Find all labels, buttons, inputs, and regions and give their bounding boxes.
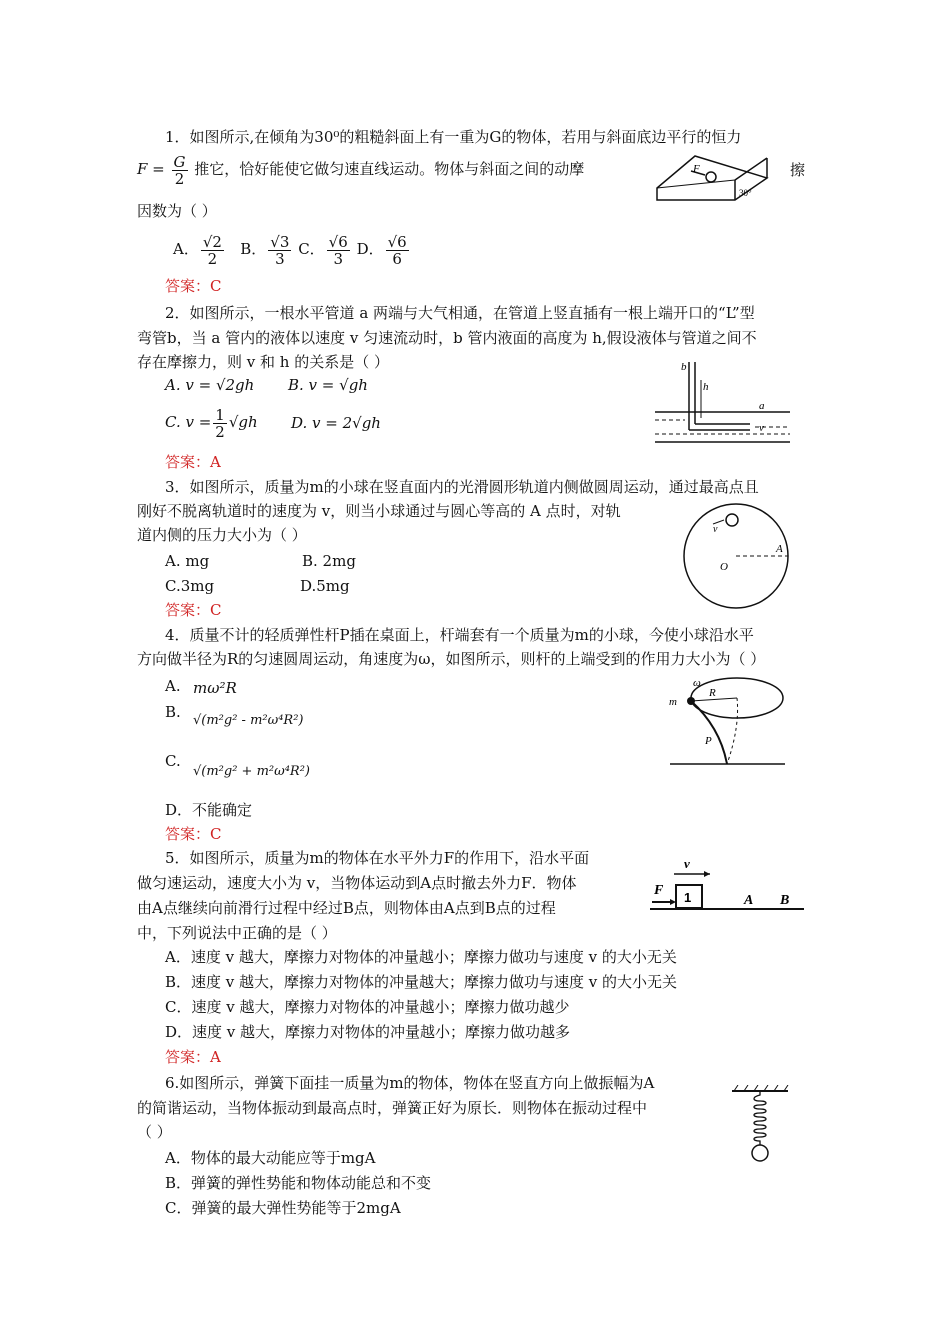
q2-option-c-den: 2 xyxy=(215,422,225,441)
q2-option-d: D. v = 2√gh xyxy=(291,414,381,432)
q1-option-d-num: √6 xyxy=(387,232,407,251)
q6-line1: 6.如图所示，弹簧下面挂一质量为m的物体，物体在竖直方向上做振幅为A xyxy=(165,1074,655,1092)
q1-line2-tail: 擦 xyxy=(790,161,806,179)
q2-label-h: h xyxy=(703,381,709,393)
q1-object xyxy=(706,172,716,182)
q2-option-a: A. v = √2gh xyxy=(165,376,255,394)
q1-option-d-value xyxy=(386,234,409,267)
q5-line1: 5．如图所示，质量为m的物体在水平外力F的作用下，沿水平面 xyxy=(165,849,590,867)
q2-line2: 弯管b，当 a 管内的液体以速度 v 匀速流动时，b 管内液面的高度为 h,假设液体与管道之间不 xyxy=(137,329,757,347)
q1-incline-ridge xyxy=(657,180,735,188)
q1-option-a-den: 2 xyxy=(207,249,218,268)
q1-option-d-label: D． xyxy=(356,240,384,258)
q1-formula-lhs: F = xyxy=(137,160,165,178)
q2-label-a: a xyxy=(759,400,765,412)
q4-rod-figure xyxy=(665,672,790,772)
q1-option-b-num: √3 xyxy=(270,232,290,251)
q2-option-c-fraction xyxy=(213,407,227,440)
q5-option-c: C．速度 v 越大，摩擦力对物体的冲量越小；摩擦力做功越少 xyxy=(165,998,570,1016)
q1-options xyxy=(173,229,411,269)
q1-incline-figure xyxy=(655,150,770,205)
q3-line3: 道内侧的压力大小为（ ） xyxy=(137,526,307,544)
q5-label-v: v xyxy=(684,856,690,871)
q6-line2: 的简谐运动，当物体振动到最高点时，弹簧正好为原长．则物体在振动过程中 xyxy=(137,1099,648,1117)
q1-option-c-value xyxy=(327,234,350,267)
q3-ball xyxy=(726,514,738,526)
q5-answer: 答案：A xyxy=(165,1048,221,1066)
q4-rod xyxy=(691,701,727,764)
q3-option-a: A. mg xyxy=(165,552,210,570)
q4-option-b-label: B. xyxy=(165,703,181,721)
q2-pipe-figure xyxy=(655,358,795,448)
q3-answer: 答案：C xyxy=(165,601,222,619)
q1-option-a-label: A． xyxy=(173,240,199,258)
q3-option-c: C.3mg xyxy=(165,577,215,595)
q2-label-b: b xyxy=(681,361,687,373)
q1-option-b-den: 3 xyxy=(275,249,285,268)
q5-option-b: B．速度 v 越大，摩擦力对物体的冲量越大；摩擦力做功与速度 v 的大小无关 xyxy=(165,973,678,991)
q3-label-a: A xyxy=(776,543,783,555)
q5-velocity-arrowhead xyxy=(704,871,710,877)
q5-block-label: 1 xyxy=(684,890,692,905)
q1-formula-num: G xyxy=(173,152,186,171)
q4-label-m: m xyxy=(669,696,677,708)
q4-option-c-label: C. xyxy=(165,752,181,770)
q1-option-c-label: C． xyxy=(298,240,325,258)
q5-line4: 中，下列说法中正确的是（ ） xyxy=(137,924,337,942)
q1-line2-text: 推它，恰好能使它做匀速直线运动。物体与斜面之间的动摩 xyxy=(194,160,585,178)
q1-option-c-den: 3 xyxy=(333,249,343,268)
q2-option-c-num: 1 xyxy=(215,405,225,424)
q6-spring xyxy=(754,1091,766,1145)
q1-answer: 答案：C xyxy=(165,277,222,295)
q3-circle-figure xyxy=(680,500,795,610)
q1-formula-den: 2 xyxy=(174,169,185,188)
q1-option-d-den: 6 xyxy=(392,249,402,268)
q4-label-r: R xyxy=(709,687,716,699)
q6-option-c: C．弹簧的最大弹性势能等于2mgA xyxy=(165,1199,401,1217)
q3-line1: 3．如图所示，质量为m的小球在竖直面内的光滑圆形轨道内侧做圆周运动，通过最高点且 xyxy=(165,478,759,496)
q2-label-v: v xyxy=(759,422,764,434)
q6-spring-figure xyxy=(730,1085,792,1165)
q1-line3: 因数为（ ） xyxy=(137,202,217,220)
q1-formula-fraction xyxy=(172,154,188,187)
q5-label-f: F xyxy=(654,883,664,898)
q6-option-b: B．弹簧的弹性势能和物体动能总和不变 xyxy=(165,1174,432,1192)
q3-label-v: v xyxy=(713,524,718,535)
q5-label-b: B xyxy=(780,893,790,908)
q1-option-b-value xyxy=(268,234,291,267)
q1-option-a-value xyxy=(201,234,224,267)
q1-option-b-label: B． xyxy=(240,240,267,258)
q1-option-c-num: √6 xyxy=(328,232,348,251)
q6-line3: （ ） xyxy=(137,1123,172,1141)
q2-line3: 存在摩擦力，则 v 和 h 的关系是（ ） xyxy=(137,353,389,371)
q2-option-b: B. v = √gh xyxy=(288,376,368,394)
q3-option-d: D.5mg xyxy=(300,577,350,595)
q1-line2 xyxy=(137,152,584,187)
q5-line3: 由A点继续向前滑行过程中经过B点，则物体由A点到B点的过程 xyxy=(137,899,556,917)
q2-line1: 2．如图所示，一根水平管道 a 两端与大气相通，在管道上竖直插有一根上端开口的“L”型 xyxy=(165,304,755,322)
q5-line2: 做匀速运动，速度大小为 v，当物体运动到A点时撤去外力F．物体 xyxy=(137,874,577,892)
q4-label-omega: ω xyxy=(693,677,701,689)
q4-option-a: mω²R xyxy=(193,679,237,697)
q1-line1: 1．如图所示,在倾角为30⁰的粗糙斜面上有一重为G的物体，若用与斜面底边平行的恒力 xyxy=(165,128,742,146)
q1-option-a-num: √2 xyxy=(202,232,222,251)
q5-option-a: A．速度 v 越大，摩擦力对物体的冲量越小；摩擦力做功与速度 v 的大小无关 xyxy=(165,948,677,966)
q4-rod-dashed xyxy=(727,698,738,764)
q4-line2: 方向做半径为R的匀速圆周运动，角速度为ω，如图所示，则杆的上端受到的作用力大小为（ ） xyxy=(137,650,766,668)
q5-block-figure xyxy=(648,852,808,922)
q4-option-b: √(m²g² - m²ω⁴R²) xyxy=(193,713,304,728)
q1-force-label: F xyxy=(693,163,700,175)
q1-angle-label: 30° xyxy=(739,188,752,198)
q6-option-a: A．物体的最大动能应等于mgA xyxy=(165,1149,376,1167)
q2-answer: 答案：A xyxy=(165,453,221,471)
q6-mass xyxy=(752,1145,768,1161)
q5-label-a: A xyxy=(744,893,754,908)
q5-option-d: D．速度 v 越大，摩擦力对物体的冲量越小；摩擦力做功越多 xyxy=(165,1023,571,1041)
q4-answer: 答案：C xyxy=(165,825,222,843)
q2-option-c-label: C. v = xyxy=(165,413,212,431)
q3-label-o: O xyxy=(720,561,728,573)
q3-option-b: B. 2mg xyxy=(302,552,356,570)
q3-line2: 刚好不脱离轨道时的速度为 v，则当小球通过与圆心等高的 A 点时，对轨 xyxy=(137,502,621,520)
q2-option-c-tail: √gh xyxy=(228,413,258,431)
q4-label-p: P xyxy=(705,735,712,747)
q2-option-c xyxy=(165,404,258,440)
q4-option-d: D．不能确定 xyxy=(165,801,253,819)
q4-option-c: √(m²g² + m²ω⁴R²) xyxy=(193,764,311,779)
q4-option-a-label: A. xyxy=(165,677,181,695)
q4-line1: 4．质量不计的轻质弹性杆P插在桌面上，杆端套有一个质量为m的小球，今使小球沿水平 xyxy=(165,626,754,644)
